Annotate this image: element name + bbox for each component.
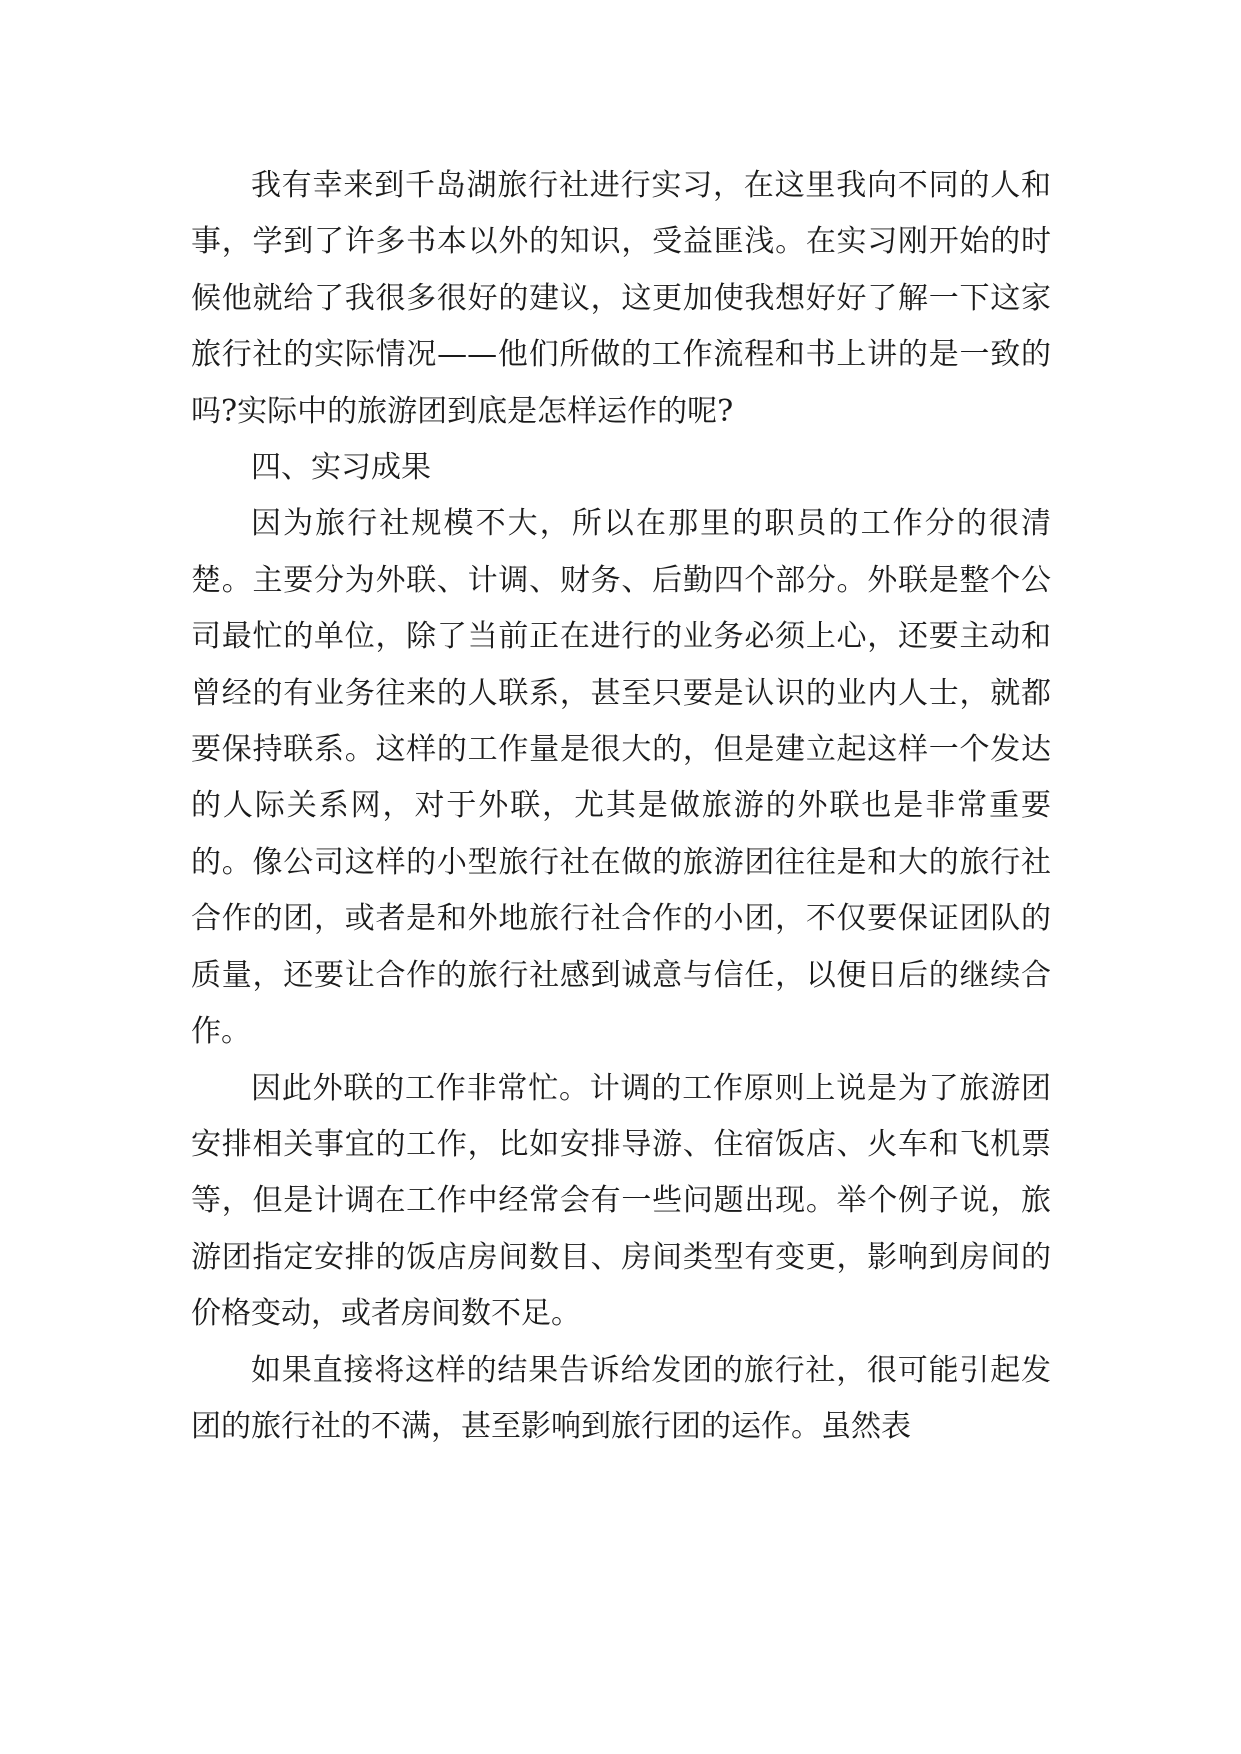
paragraph-departments: 因为旅行社规模不大，所以在那里的职员的工作分的很清楚。主要分为外联、计调、财务、后勤四个部分。外联是整个公司最忙的单位，除了当前正在进行的业务必须上心，还要主动和曾经的有业务往来的人联系，甚至只要是认识的业内人士，就都要保持联系。这样的工作量是很大的，但是建立起这样一个发达的人际关系网，对于外联，尤其是做旅游的外联也是非常重要的。像公司这样的小型旅行社在做的旅游团往往是和大的旅行社合作的团，或者是和外地旅行社合作的小团，不仅要保证团队的质量，还要让合作的旅行社感到诚意与信任，以便日后的继续合作。 [191,506,1051,1050]
section-heading-internship-results: 四、实习成果 [251,450,431,486]
paragraph-consequence: 如果直接将这样的结果告诉给发团的旅行社，很可能引起发团的旅行社的不满，甚至影响到旅行团的运作。虽然表 [191,1352,1051,1444]
document-body [191,158,1051,1455]
paragraph-planning: 因此外联的工作非常忙。计调的工作原则上说是为了旅游团安排相关事宜的工作，比如安排导游、住宿饭店、火车和飞机票等，但是计调在工作中经常会有一些问题出现。举个例子说，旅游团指定安排的饭店房间数目、房间类型有变更，影响到房间的价格变动，或者房间数不足。 [191,1070,1051,1332]
paragraph-intro: 我有幸来到千岛湖旅行社进行实习，在这里我向不同的人和事，学到了许多书本以外的知识，受益匪浅。在实习刚开始的时候他就给了我很多很好的建议，这更加使我想好好了解一下这家旅行社的实际情况——他们所做的工作流程和书上讲的是一致的吗?实际中的旅游团到底是怎样运作的呢? [191,168,1051,429]
